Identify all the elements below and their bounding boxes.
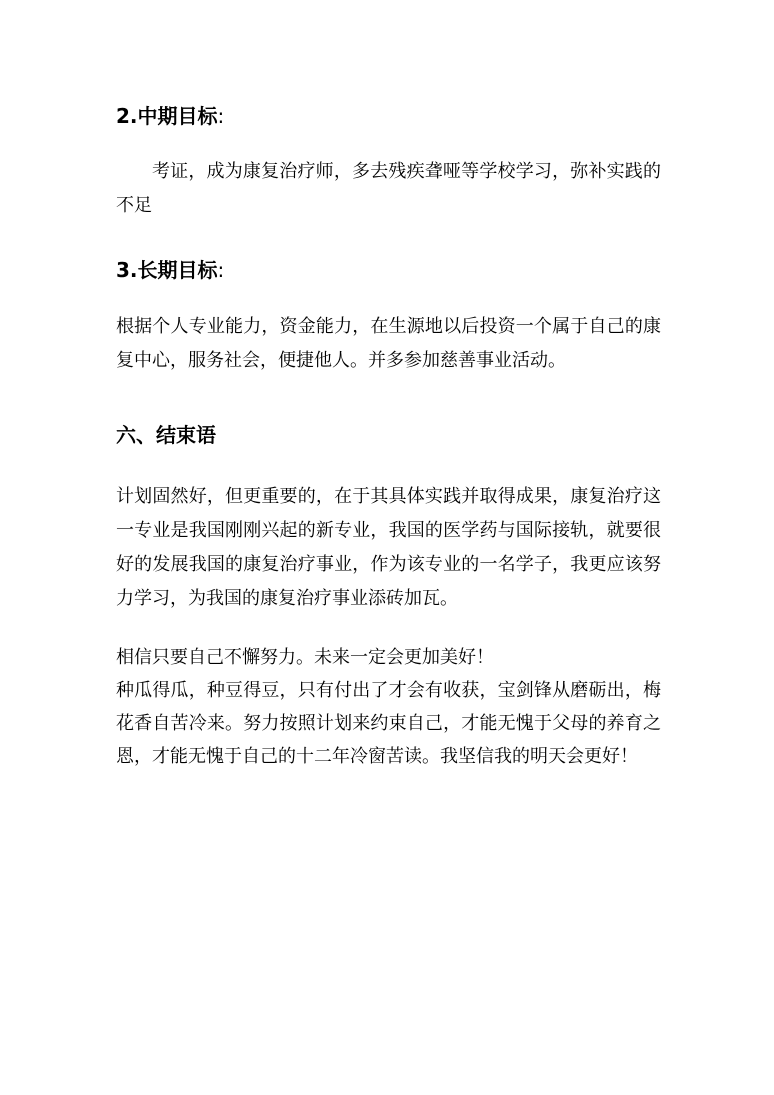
mid-term-goal-heading-text: 2.中期目标 [116,104,218,128]
conclusion-paragraph-3: 种瓜得瓜，种豆得豆，只有付出了才会有收获，宝剑锋从磨砺出，梅花香自苦冷来。努力按照计划来约束自己，才能无愧于父母的养育之恩，才能无愧于自己的十二年冷窗苦读。我坚信我的明天会更好！ [116,680,661,767]
long-term-goal-heading-text: 3.长期目标 [116,258,218,282]
long-term-goal-paragraph: 根据个人专业能力，资金能力，在生源地以后投资一个属于自己的康复中心，服务社会，便捷他人。并多参加慈善事业活动。 [116,316,661,371]
mid-term-goal-paragraph: 考证，成为康复治疗师，多去残疾聋哑等学校学习，弥补实践的不足 [116,161,661,216]
conclusion-paragraph-1: 计划固然好，但更重要的，在于其具体实践并取得成果，康复治疗这一专业是我国刚刚兴起的新专业，我国的医学药与国际接轨，就要很好的发展我国的康复治疗事业，作为该专业的一名学子，我更应该努力学习，为我国的康复治疗事业添砖加瓦。 [116,486,661,609]
conclusion-paragraph-2: 相信只要自己不懈努力。未来一定会更加美好！ [116,647,494,668]
long-term-goal-heading [116,257,224,283]
conclusion-heading: 六、结束语 [116,423,216,447]
mid-term-goal-heading-colon: : [217,104,225,128]
long-term-goal-heading-colon: : [217,258,225,282]
mid-term-goal-heading [116,103,224,129]
